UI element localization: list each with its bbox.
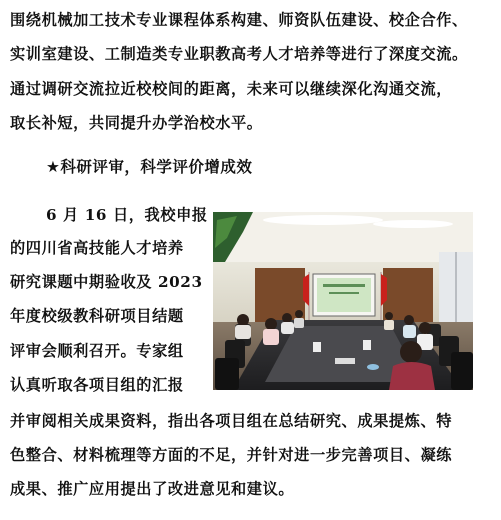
text-line: 通过调研交流拉近校校间的距离，未来可以继续深化沟通交流， xyxy=(10,80,453,98)
text-line: 认真听取各项目组的汇报 xyxy=(10,376,184,394)
text-line: 成果、推广应用提出了改进意见和建议。 xyxy=(10,480,295,498)
text-line: 并审阅相关成果资料，指出各项目组在总结研究、成果提炼、特 xyxy=(10,412,453,430)
text-line: 取长补短，共同提升办学治校水平。 xyxy=(10,114,263,132)
text-line: 实训室建设、工制造类专业职教高考人才培养等进行了深度交流。 xyxy=(10,45,468,63)
text-line: 年度校级教科研项目结题 xyxy=(10,307,184,325)
text-line: 6 月 16 日，我校申报 xyxy=(46,206,208,224)
text-line: 围绕机械加工技术专业课程体系构建、师资队伍建设、校企合作、 xyxy=(10,11,468,29)
text-line: 色整合、材料梳理等方面的不足，并针对进一步完善项目、凝练 xyxy=(10,446,453,464)
text-line: 评审会顺利召开。专家组 xyxy=(10,342,184,360)
text-line: 研究课题中期验收及 2023 xyxy=(10,273,203,291)
section-heading: ★科研评审，科学评价增成效 xyxy=(46,158,253,176)
meeting-room-photo xyxy=(213,212,473,390)
text-line: 的四川省高技能人才培养 xyxy=(10,239,184,257)
